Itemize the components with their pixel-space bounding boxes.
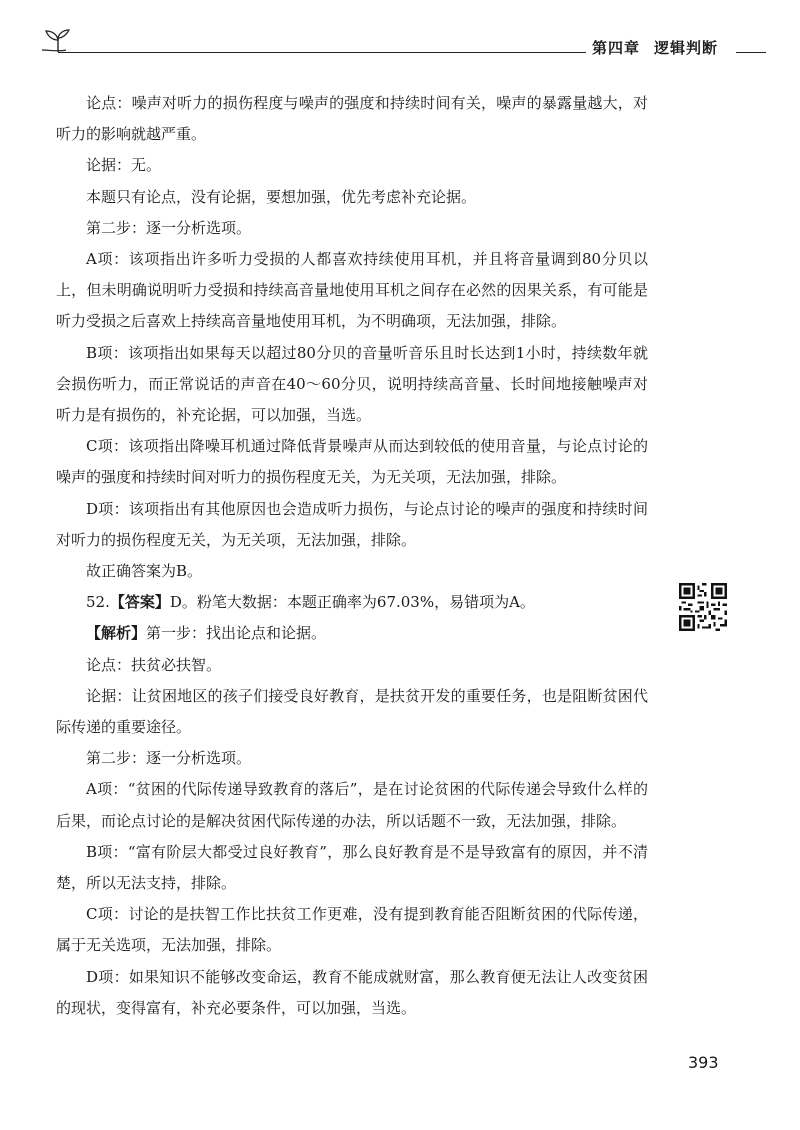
answer-line	[56, 587, 648, 618]
running-header	[592, 37, 718, 58]
paragraph: 第二步：逐一分析选项。	[86, 218, 252, 237]
analysis-text: 第一步：找出论点和论据。	[146, 624, 327, 643]
paragraph: B项：该项指出如果每天以超过80分贝的音量听音乐且时长达到1小时，持续数年就会损伤听力，而正常说话的声音在40～60分贝，说明持续高音量、长时间地接触噪声对听力是有损伤的，补充论据，可以加强，当选。	[56, 343, 648, 425]
paragraph: B项：“富有阶层大都受过良好教育”，那么良好教育是不是导致富有的原因，并不清楚，所以无法支持，排除。	[56, 842, 648, 893]
paragraph: C项：讨论的是扶智工作比扶贫工作更难，没有提到教育能否阻断贫困的代际传递，属于无关选项，无法加强，排除。	[56, 905, 648, 955]
paragraph: 论点：扶贫必扶智。	[86, 655, 222, 674]
paragraph: 故正确答案为B。	[86, 562, 203, 581]
question-number: 52.	[86, 593, 110, 612]
paragraph: 第二步：逐一分析选项。	[86, 749, 252, 768]
analysis-line	[56, 618, 648, 649]
paragraph: D项：该项指出有其他原因也会造成听力损伤，与论点讨论的噪声的强度和持续时间对听力的损伤程度无关，为无关项，无法加强，排除。	[56, 499, 648, 549]
sprout-icon	[38, 28, 78, 54]
paragraph: C项：该项指出降噪耳机通过降低背景噪声从而达到较低的使用音量，与论点讨论的噪声的强度和持续时间对听力的损伤程度无关，为无关项，无法加强，排除。	[56, 437, 648, 487]
section-label: 逻辑判断	[654, 39, 719, 57]
header-rule-right	[736, 52, 766, 53]
header-rule	[58, 52, 586, 53]
chapter-label: 第四章	[592, 39, 641, 57]
page-number: 393	[688, 1053, 719, 1072]
paragraph: D项：如果知识不能够改变命运，教育不能成就财富，那么教育便无法让人改变贫困的现状，变得富有，补充必要条件，可以加强，当选。	[56, 967, 648, 1017]
paragraph: 本题只有论点，没有论据，要想加强，优先考虑补充论据。	[86, 187, 477, 206]
body-text	[56, 88, 648, 1024]
paragraph: A项：该项指出许多听力受损的人都喜欢持续使用耳机，并且将音量调到80分贝以上，但未明确说明听力受损和持续高音量地使用耳机之间存在必然的因果关系，有可能是听力受损之后喜欢上持续高音量地使用耳机，为不明确项，无法加强，排除。	[56, 250, 648, 331]
answer-text: D。粉笔大数据：本题正确率为67.03%，易错项为A。	[169, 593, 535, 612]
qr-code-icon[interactable]	[679, 583, 727, 631]
paragraph: 论点：噪声对听力的损伤程度与噪声的强度和持续时间有关，噪声的暴露量越大，对听力的影响就越严重。	[56, 94, 648, 144]
paragraph: 论据：无。	[86, 156, 162, 175]
paragraph: 论据：让贫困地区的孩子们接受良好教育，是扶贫开发的重要任务，也是阻断贫困代际传递的重要途径。	[56, 686, 648, 737]
paragraph: A项：“贫困的代际传递导致教育的落后”，是在讨论贫困的代际传递会导致什么样的后果，而论点讨论的是解决贫困代际传递的办法，所以话题不一致，无法加强，排除。	[56, 780, 648, 830]
answer-tag: 【答案】	[109, 593, 170, 612]
analysis-tag: 【解析】	[86, 624, 147, 643]
